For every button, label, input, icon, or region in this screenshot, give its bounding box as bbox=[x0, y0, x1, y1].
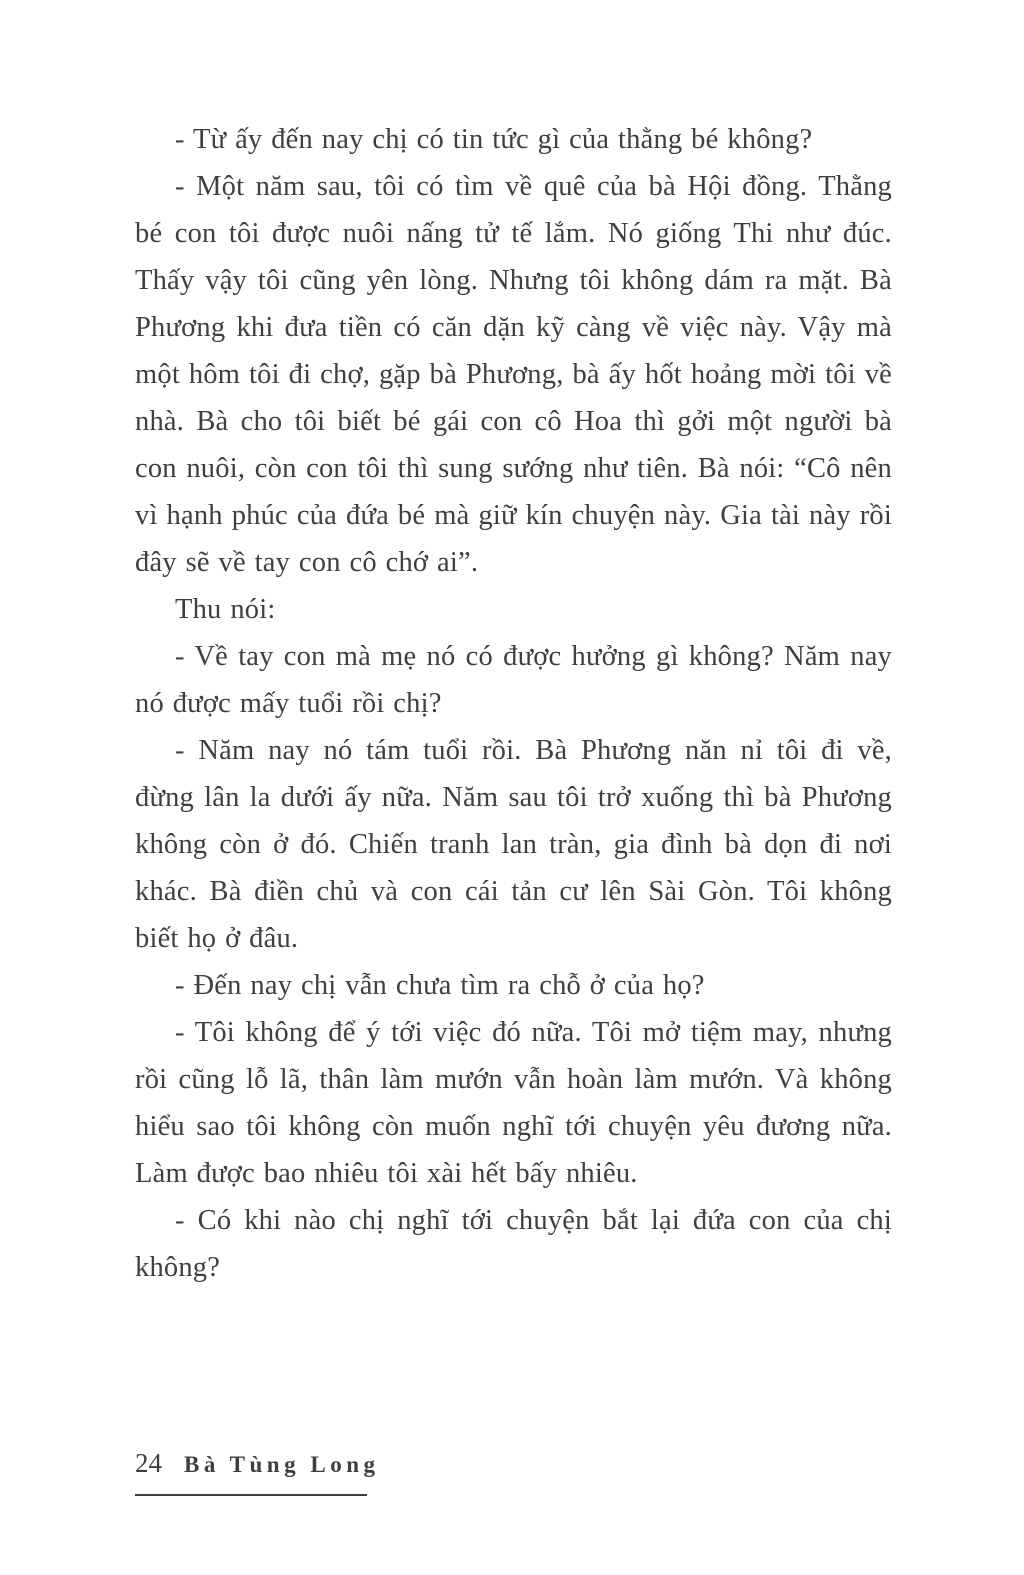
paragraph: - Tôi không để ý tới việc đó nữa. Tôi mở tiệm may, nhưng rồi cũng lỗ lã, thân làm mướn vẫn hoàn làm mướn. Và không hiểu sao tôi không còn muốn nghĩ tới chuyện yêu đương nữa. Làm được bao nhiêu tôi xài hết bấy nhiêu. bbox=[135, 1017, 892, 1189]
author-name: Bà Tùng Long bbox=[184, 1452, 380, 1477]
paragraph: - Một năm sau, tôi có tìm về quê của bà Hội đồng. Thằng bé con tôi được nuôi nấng tử tế lắm. Nó giống Thi như đúc. Thấy vậy tôi cũng yên lòng. Nhưng tôi không dám ra mặt. Bà Phương khi đưa tiền có căn dặn kỹ càng về việc này. Vậy mà một hôm tôi đi chợ, gặp bà Phương, bà ấy hốt hoảng mời tôi về nhà. Bà cho tôi biết bé gái con cô Hoa thì gởi một người bà con nuôi, còn con tôi thì sung sướng như tiên. Bà nói: “Cô nên vì hạnh phúc của đứa bé mà giữ kín chuyện này. Gia tài này rồi đây sẽ về tay con cô chớ ai”. bbox=[135, 171, 892, 578]
paragraph: - Từ ấy đến nay chị có tin tức gì của thằng bé không? bbox=[175, 124, 813, 155]
paragraph: Thu nói: bbox=[175, 594, 276, 625]
footer-divider bbox=[135, 1494, 367, 1496]
paragraph: - Có khi nào chị nghĩ tới chuyện bắt lại đứa con của chị không? bbox=[135, 1205, 892, 1283]
page-number: 24 bbox=[135, 1448, 162, 1478]
paragraph: - Đến nay chị vẫn chưa tìm ra chỗ ở của họ? bbox=[175, 970, 705, 1001]
page-body-text bbox=[135, 116, 892, 1291]
paragraph: - Năm nay nó tám tuổi rồi. Bà Phương năn nỉ tôi đi về, đừng lân la dưới ấy nữa. Năm sau tôi trở xuống thì bà Phương không còn ở đó. Chiến tranh lan tràn, gia đình bà dọn đi nơi khác. Bà điền chủ và con cái tản cư lên Sài Gòn. Tôi không biết họ ở đâu. bbox=[135, 735, 892, 954]
paragraph: - Về tay con mà mẹ nó có được hưởng gì không? Năm nay nó được mấy tuổi rồi chị? bbox=[135, 641, 892, 719]
page-footer bbox=[135, 1448, 379, 1479]
